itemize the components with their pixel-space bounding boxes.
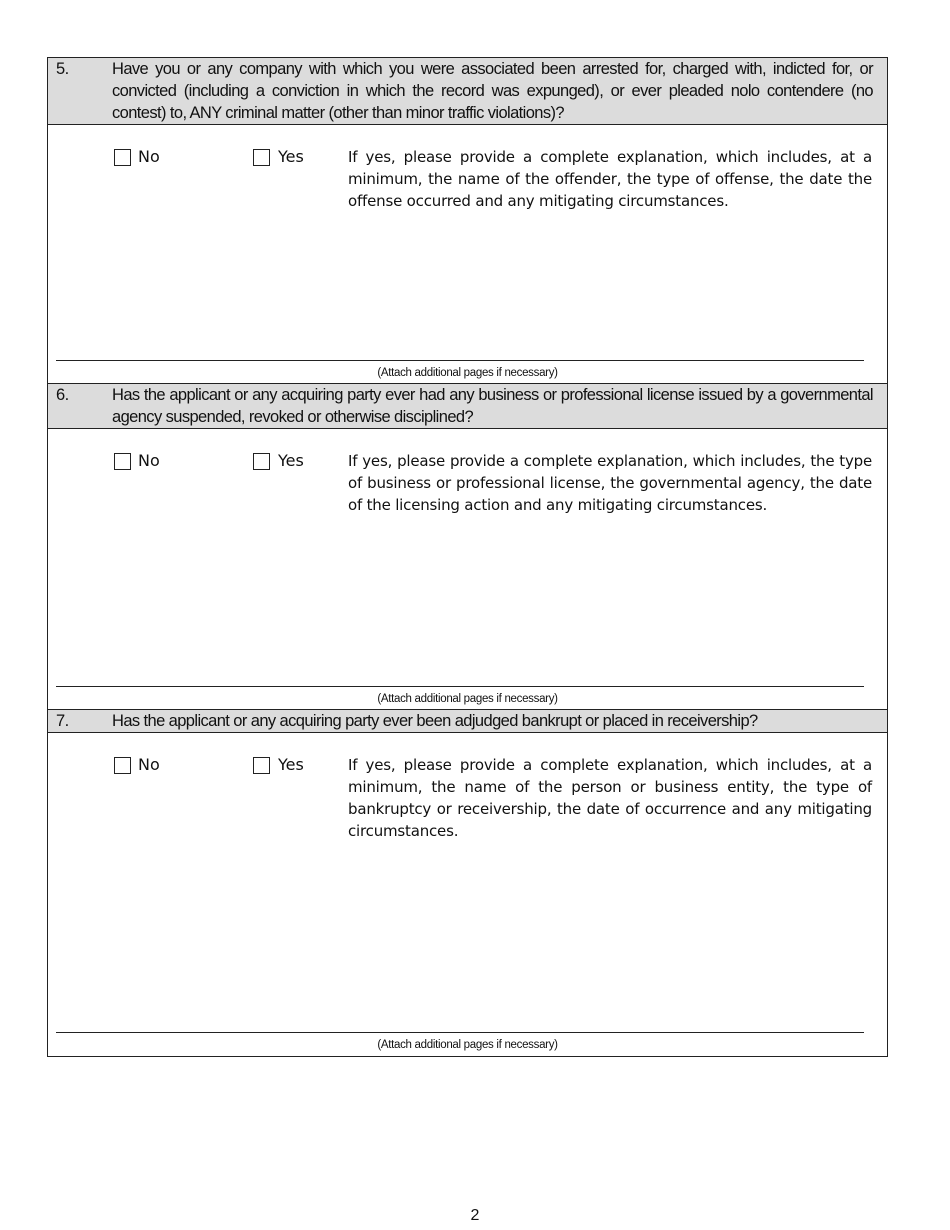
question-5-explanation: If yes, please provide a complete explanation, which includes, at a minimum, the name of the offender, the type of offense, the date the offense occurred and any mitigating circumstances. <box>348 148 872 210</box>
question-7-number: 7. <box>56 712 69 730</box>
question-6-no-checkbox[interactable] <box>114 453 131 470</box>
question-5-attach-note: (Attach additional pages if necessary) <box>377 367 558 379</box>
question-6-attach-note: (Attach additional pages if necessary) <box>377 693 558 705</box>
question-6-text: Has the applicant or any acquiring party ever had any business or professional license issued by a governmental agency suspended, revoked or otherwise disciplined? <box>112 386 873 426</box>
question-5-body <box>48 125 887 384</box>
question-5-header <box>48 58 887 125</box>
question-7-answer-line[interactable] <box>56 1032 864 1033</box>
question-6-header <box>48 384 887 429</box>
question-6-answer-line[interactable] <box>56 686 864 687</box>
question-7-attach-note: (Attach additional pages if necessary) <box>377 1039 558 1051</box>
question-5-text: Have you or any company with which you were associated been arrested for, charged with, indicted for, or convicted (including a conviction in which the record was expunged), or ever pleaded nolo contendere (no contest) to, ANY criminal matter (other than minor traffic violations)? <box>112 60 873 122</box>
question-5-yes-label: Yes <box>278 147 304 166</box>
question-5-yes-checkbox[interactable] <box>253 149 270 166</box>
question-6-body <box>48 429 887 710</box>
question-7-explanation: If yes, please provide a complete explanation, which includes, at a minimum, the name of the person or business entity, the type of bankruptcy or receivership, the date of occurrence and any mitigating circumstances. <box>348 756 872 840</box>
question-7-text: Has the applicant or any acquiring party ever been adjudged bankrupt or placed in receivership? <box>112 712 758 730</box>
question-7-no-label: No <box>138 755 160 774</box>
question-7-body <box>48 733 887 1056</box>
question-7-yes-checkbox[interactable] <box>253 757 270 774</box>
question-6-number: 6. <box>56 386 69 404</box>
question-6-no-label: No <box>138 451 160 470</box>
question-7-yes-label: Yes <box>278 755 304 774</box>
question-6-explanation: If yes, please provide a complete explanation, which includes, the type of business or professional license, the governmental agency, the date of the licensing action and any mitigating circumstances. <box>348 452 872 514</box>
question-7-no-checkbox[interactable] <box>114 757 131 774</box>
question-5-answer-line[interactable] <box>56 360 864 361</box>
question-7-header <box>48 710 887 733</box>
question-5-no-checkbox[interactable] <box>114 149 131 166</box>
question-6-yes-label: Yes <box>278 451 304 470</box>
question-5-no-label: No <box>138 147 160 166</box>
question-5-number: 5. <box>56 60 69 78</box>
question-6-yes-checkbox[interactable] <box>253 453 270 470</box>
questionnaire-table <box>47 57 888 1057</box>
page-number: 2 <box>470 1207 480 1224</box>
